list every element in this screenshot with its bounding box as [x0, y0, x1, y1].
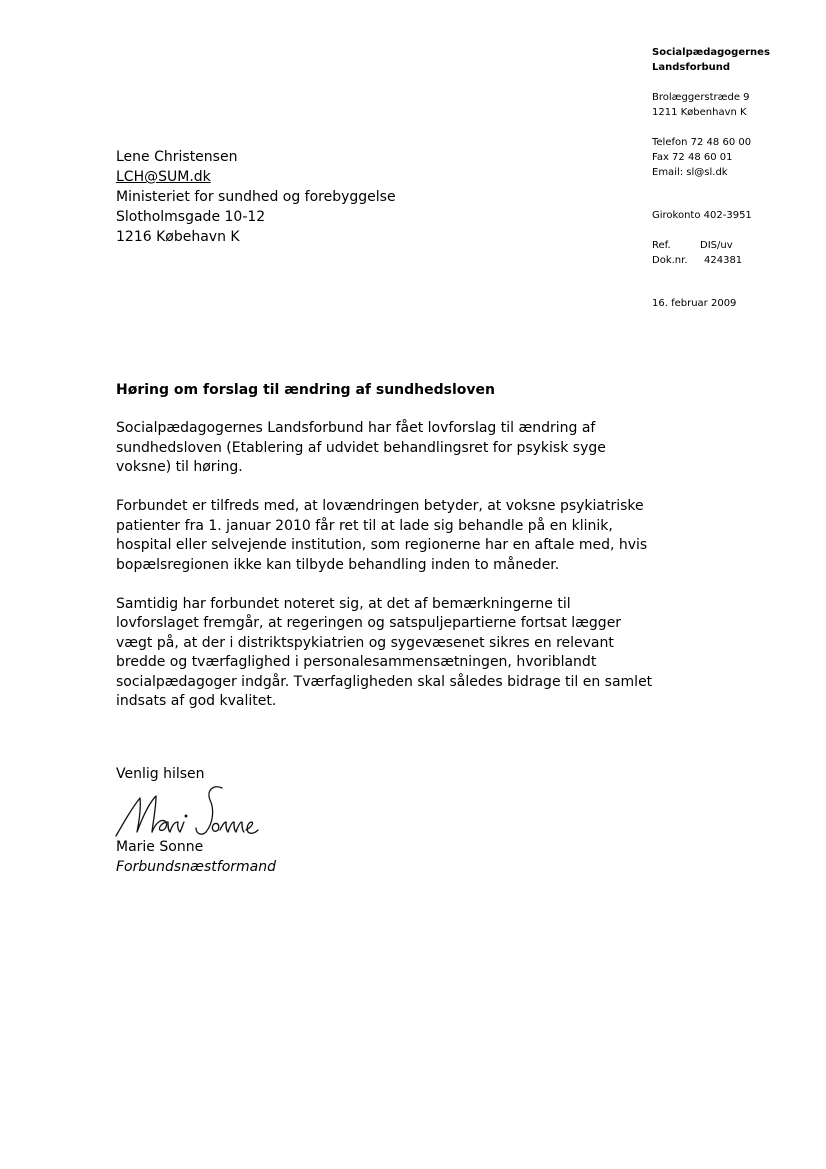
paragraph-line: Samtidig har forbundet noteret sig, at det af bemærkningerne til	[116, 595, 571, 612]
paragraph-line: bopælsregionen ikke kan tilbyde behandling inden to måneder.	[116, 556, 560, 573]
paragraph-2	[116, 497, 676, 575]
handwritten-signature	[110, 778, 260, 840]
reference-row	[652, 238, 820, 253]
reference-label: Ref.	[652, 240, 671, 251]
document-number-value: 424381	[704, 255, 743, 266]
sender-address-line1: Brolæggerstræde 9	[652, 92, 750, 103]
sender-block	[652, 45, 820, 311]
document-number-row	[652, 253, 820, 268]
closing-greeting: Venlig hilsen	[116, 766, 205, 782]
reference-value: DIS/uv	[700, 240, 733, 251]
sender-address-line2: 1211 København K	[652, 107, 747, 118]
sender-fax: Fax 72 48 60 01	[652, 152, 733, 163]
recipient-block	[116, 147, 396, 247]
recipient-email-link[interactable]: LCH@SUM.dk	[116, 169, 211, 185]
sender-org-line1: Socialpædagogernes	[652, 47, 770, 58]
paragraph-3	[116, 595, 676, 712]
recipient-organization: Ministeriet for sundhed og forebyggelse	[116, 189, 396, 205]
paragraph-line: Forbundet er tilfreds med, at lovændringen betyder, at voksne psykiatriske	[116, 498, 644, 514]
signer-block	[116, 838, 276, 877]
paragraph-line: sundhedsloven (Etablering af udvidet behandlingsret for psykisk syge	[116, 439, 606, 456]
sender-email: Email: sl@sl.dk	[652, 167, 728, 178]
sender-org-line2: Landsforbund	[652, 62, 731, 73]
letter-date: 16. februar 2009	[652, 298, 737, 309]
paragraph-line: voksne) til høring.	[116, 459, 243, 475]
paragraph-1	[116, 419, 676, 478]
paragraph-line: indsats af god kvalitet.	[116, 693, 277, 709]
letter-subject: Høring om forslag til ændring af sundhedsloven	[116, 382, 495, 398]
sender-phone: Telefon 72 48 60 00	[652, 137, 752, 148]
signer-title: Forbundsnæstformand	[116, 858, 277, 875]
sender-giro: Girokonto 402-3951	[652, 210, 752, 221]
paragraph-line: Socialpædagogernes Landsforbund har fået lovforslag til ændring af	[116, 420, 596, 436]
recipient-name: Lene Christensen	[116, 149, 238, 165]
paragraph-line: vægt på, at der i distriktspykiatrien og sygevæsenet sikres en relevant	[116, 634, 614, 651]
signer-name: Marie Sonne	[116, 839, 204, 855]
paragraph-line: bredde og tværfaglighed i personalesammensætningen, hvoriblandt	[116, 654, 597, 670]
document-number-label: Dok.nr.	[652, 255, 688, 266]
paragraph-line: socialpædagoger indgår. Tværfagligheden skal således bidrage til en samlet	[116, 673, 653, 690]
recipient-street: Slotholmsgade 10-12	[116, 209, 266, 225]
letter-body	[116, 419, 676, 731]
paragraph-line: patienter fra 1. januar 2010 får ret til at lade sig behandle på en klinik,	[116, 517, 613, 534]
paragraph-line: hospital eller selvejende institution, som regionerne har en aftale med, hvis	[116, 537, 648, 553]
recipient-city: 1216 Købehavn K	[116, 229, 240, 245]
paragraph-line: lovforslaget fremgår, at regeringen og satspuljepartierne fortsat lægger	[116, 615, 622, 631]
